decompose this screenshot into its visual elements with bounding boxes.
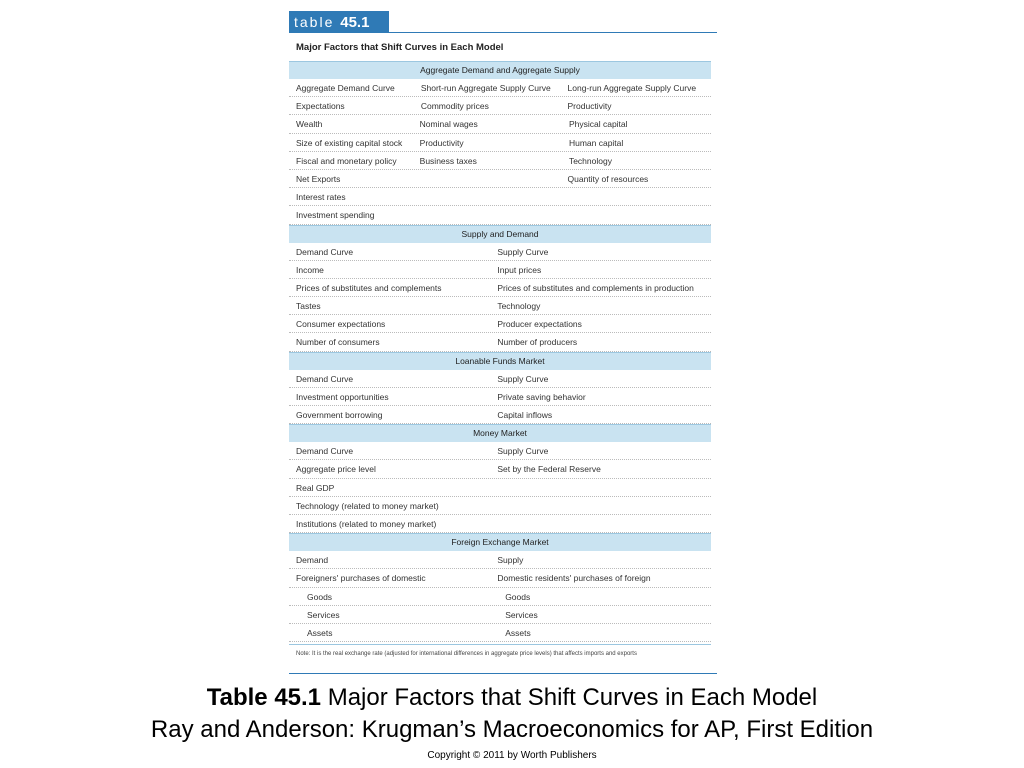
table-row xyxy=(289,206,711,224)
table-cell: Size of existing capital stock xyxy=(296,137,403,148)
table-row xyxy=(289,333,711,351)
column-header: Demand xyxy=(296,555,329,566)
table-row xyxy=(289,97,711,115)
table-row xyxy=(289,388,711,406)
table-row xyxy=(289,261,711,279)
column-header: Demand Curve xyxy=(296,246,354,257)
table-cell xyxy=(414,206,561,223)
table-cell: Services xyxy=(505,609,538,620)
table-cell: Net Exports xyxy=(296,173,341,184)
column-header: Supply Curve xyxy=(497,373,549,384)
table-cell: Institutions (related to money market) xyxy=(296,518,437,529)
table-header-row xyxy=(289,79,711,97)
table-cell: Investment spending xyxy=(296,210,375,221)
table-row xyxy=(289,479,711,497)
table-cell: Business taxes xyxy=(419,155,477,166)
table-cell: Capital inflows xyxy=(497,410,553,420)
table-row xyxy=(289,115,711,133)
table-cell: Number of consumers xyxy=(296,337,380,348)
table-cell: Physical capital xyxy=(568,119,628,130)
table-row xyxy=(289,315,711,333)
table-cell: Prices of substitutes and complements in production xyxy=(497,282,694,293)
table-row xyxy=(289,188,711,206)
table-cell: Tastes xyxy=(296,301,321,312)
table-row xyxy=(289,588,711,606)
table-row xyxy=(289,569,711,587)
table-header-row xyxy=(289,243,711,261)
column-header: Long-run Aggregate Supply Curve xyxy=(567,83,697,93)
table-row xyxy=(289,606,711,624)
table-row xyxy=(289,297,711,315)
table-row xyxy=(289,134,711,152)
column-header: Supply Curve xyxy=(497,446,549,457)
column-header: Supply xyxy=(497,555,524,566)
table-note: Note: It is the real exchange rate (adjusted for international differences in aggregate price levels) that affects imports and exports xyxy=(289,644,711,657)
table-row xyxy=(289,279,711,297)
table-cell: Real GDP xyxy=(296,482,335,493)
table-header-row xyxy=(289,551,711,569)
table-cell: Producer expectations xyxy=(497,319,582,330)
table-cell: Income xyxy=(296,264,324,275)
table-cell: Wealth xyxy=(296,119,323,130)
table-header-row xyxy=(289,370,711,388)
table-cell: Prices of substitutes and complements xyxy=(296,282,442,293)
table-cell: Technology xyxy=(568,155,612,166)
table-cell: Goods xyxy=(307,591,333,602)
table-figure xyxy=(289,11,717,657)
table-cell xyxy=(490,515,711,532)
table-cell xyxy=(561,206,711,223)
table-cell: Domestic residents' purchases of foreign xyxy=(497,573,651,584)
table-cell: Fiscal and monetary policy xyxy=(296,155,397,166)
table-cell: Commodity prices xyxy=(420,101,489,112)
table-row xyxy=(289,515,711,533)
table-cell: Services xyxy=(307,609,340,620)
table-cell: Private saving behavior xyxy=(497,391,586,402)
table-header-row xyxy=(289,442,711,460)
table-cell: Aggregate price level xyxy=(296,464,376,475)
table-row xyxy=(289,460,711,478)
table-cell: Set by the Federal Reserve xyxy=(497,464,601,475)
table-cell: Productivity xyxy=(567,101,612,112)
table-cell: Foreigners' purchases of domestic xyxy=(296,573,426,584)
column-header: Aggregate Demand Curve xyxy=(296,83,395,93)
book-citation: Ray and Anderson: Krugman’s Macroeconomics for AP, First Edition xyxy=(150,716,874,743)
tag-rule xyxy=(389,32,717,33)
table-cell: Assets xyxy=(307,627,333,638)
copyright-notice: Copyright © 2011 by Worth Publishers xyxy=(427,750,597,761)
section-ad-as: Aggregate Demand and Aggregate Supply xyxy=(289,61,711,79)
caption-bold: Table 45.1 xyxy=(206,684,322,711)
table-cell xyxy=(490,479,711,496)
table-cell: Technology (related to money market) xyxy=(296,500,439,511)
table-cell: Quantity of resources xyxy=(567,173,649,184)
column-header: Short-run Aggregate Supply Curve xyxy=(420,83,551,93)
table-cell: Nominal wages xyxy=(419,119,478,130)
table-cell: Interest rates xyxy=(296,192,346,203)
table-cell xyxy=(490,497,711,514)
section-foreign-exchange: Foreign Exchange Market xyxy=(289,533,711,551)
table-cell xyxy=(561,188,711,205)
table-cell: Consumer expectations xyxy=(296,319,386,330)
bottom-rule xyxy=(289,673,717,674)
table-title: Major Factors that Shift Curves in Each Model xyxy=(296,42,504,53)
section-loanable-funds: Loanable Funds Market xyxy=(289,352,711,370)
table-cell: Assets xyxy=(505,627,531,638)
caption-rest: Major Factors that Shift Curves in Each Model xyxy=(321,684,818,711)
slide-caption xyxy=(0,684,1024,712)
section-money-market: Money Market xyxy=(289,424,711,442)
table-row xyxy=(289,497,711,515)
table-row xyxy=(289,406,711,424)
column-header: Supply Curve xyxy=(497,246,549,257)
table-cell xyxy=(414,188,561,205)
table-cell: Investment opportunities xyxy=(296,391,389,402)
table-cell: Input prices xyxy=(497,264,542,275)
table-cell: Expectations xyxy=(296,101,345,112)
table-cell: Number of producers xyxy=(497,337,578,348)
column-header: Demand Curve xyxy=(296,373,354,384)
table-row xyxy=(289,152,711,170)
table-cell: Technology xyxy=(497,301,541,312)
table-cell: Goods xyxy=(505,591,531,602)
section-supply-demand: Supply and Demand xyxy=(289,225,711,243)
table-cell: Human capital xyxy=(568,137,624,148)
table-row xyxy=(289,624,711,642)
table-body xyxy=(289,61,711,657)
table-cell: Government borrowing xyxy=(296,410,383,420)
table-tag: table 45.1 xyxy=(289,11,389,33)
table-cell xyxy=(414,170,561,187)
column-header: Demand Curve xyxy=(296,446,354,457)
table-cell: Productivity xyxy=(419,137,464,148)
table-row xyxy=(289,170,711,188)
